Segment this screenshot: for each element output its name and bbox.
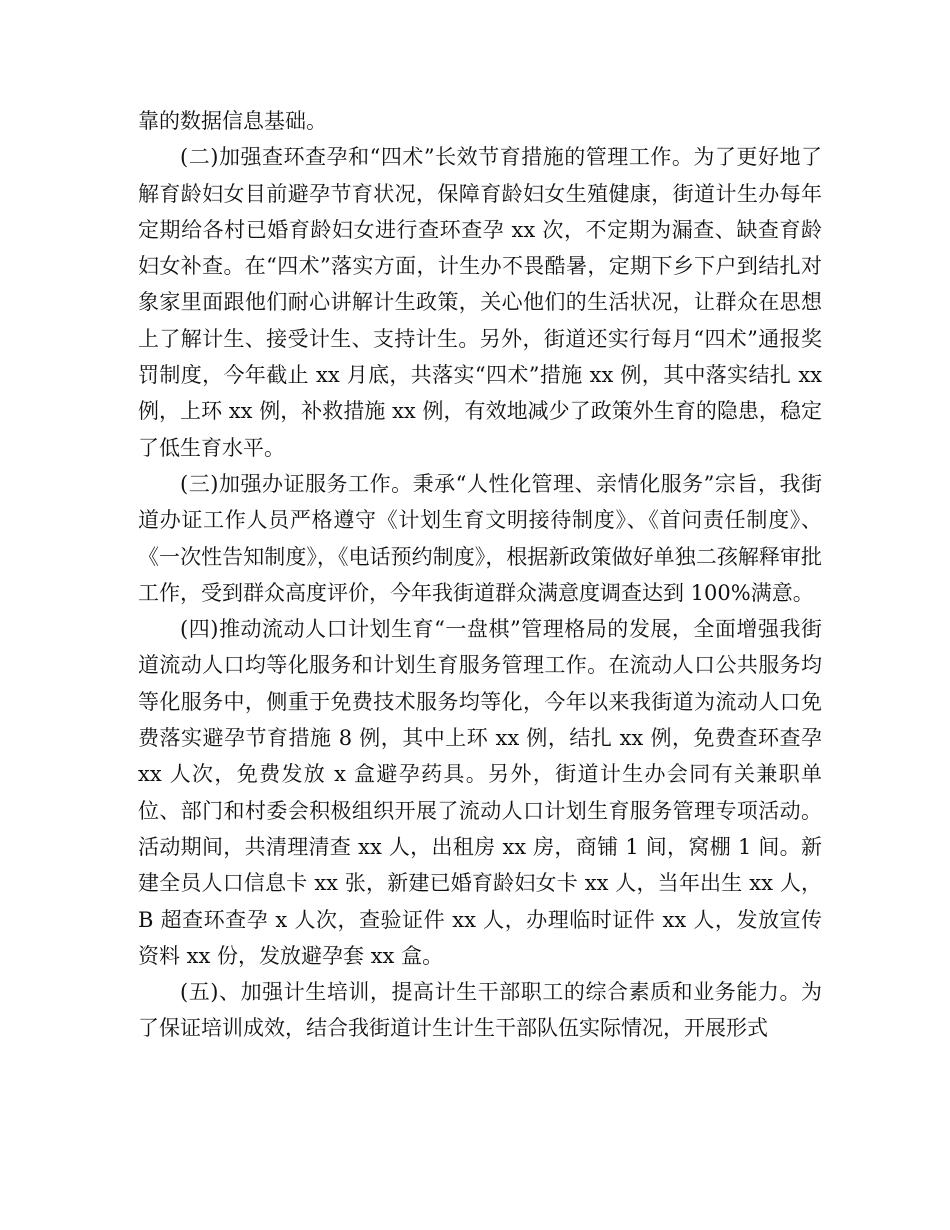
paragraph-section-3: (三)加强办证服务工作。秉承“人性化管理、亲情化服务”宗旨，我街道办证工作人员严格遵守《计划生育文明接待制度》、《首问责任制度》、《一次性告知制度》，《电话预约制度》，根据新政策做好单独二孩解释审批工作，受到群众高度评价，今年我街道群众满意度调查达到 100%满意。 xyxy=(138,471,822,605)
paragraph-section-4: (四)推动流动人口计划生育“一盘棋”管理格局的发展，全面增强我街道流动人口均等化服务和计划生育服务管理工作。在流动人口公共服务均等化服务中，侧重于免费技术服务均等化，今年以来我街道为流动人口免费落实避孕节育措施 8 例，其中上环 xx 例，结扎 xx 例，免费查环查孕 xx 人次，免费发放 x 盒避孕药具。另外，街道计生办会同有关兼职单位、部门和村委会积极组织开展了流动人口计划生育服务管理专项活动。活动期间，共清理清查 xx 人，出租房 xx 房，商铺 1 间，窝棚 1 间。新建全员人口信息卡 xx 张，新建已婚育龄妇女卡 xx 人，当年出生 xx 人，B 超查环查孕 x 人次，查验证件 xx 人，办理临时证件 xx 人，发放宣传资料 xx 份，发放避孕套 xx 盒。 xyxy=(138,617,822,968)
paragraph-section-5: (五)、加强计生培训，提高计生干部职工的综合素质和业务能力。为了保证培训成效，结合我街道计生计生干部队伍实际情况，开展形式 xyxy=(138,980,822,1041)
paragraph-section-2: (二)加强查环查孕和“四术”长效节育措施的管理工作。为了更好地了解育龄妇女目前避孕节育状况，保障育龄妇女生殖健康，街道计生办每年定期给各村已婚育龄妇女进行查环查孕 xx 次，不定期为漏查、缺查育龄妇女补查。在“四术”落实方面，计生办不畏酷暑，定期下乡下户到结扎对象家里面跟他们耐心讲解计生政策，关心他们的生活状况，让群众在思想上了解计生、接受计生、支持计生。另外，街道还实行每月“四术”通报奖罚制度，今年截止 xx 月底，共落实“四术”措施 xx 例，其中落实结扎 xx 例，上环 xx 例，补救措施 xx 例，有效地减少了政策外生育的隐患，稳定了低生育水平。 xyxy=(138,145,822,460)
paragraph-continuation: 靠的数据信息基础。 xyxy=(138,109,327,133)
document-page xyxy=(138,103,822,1047)
